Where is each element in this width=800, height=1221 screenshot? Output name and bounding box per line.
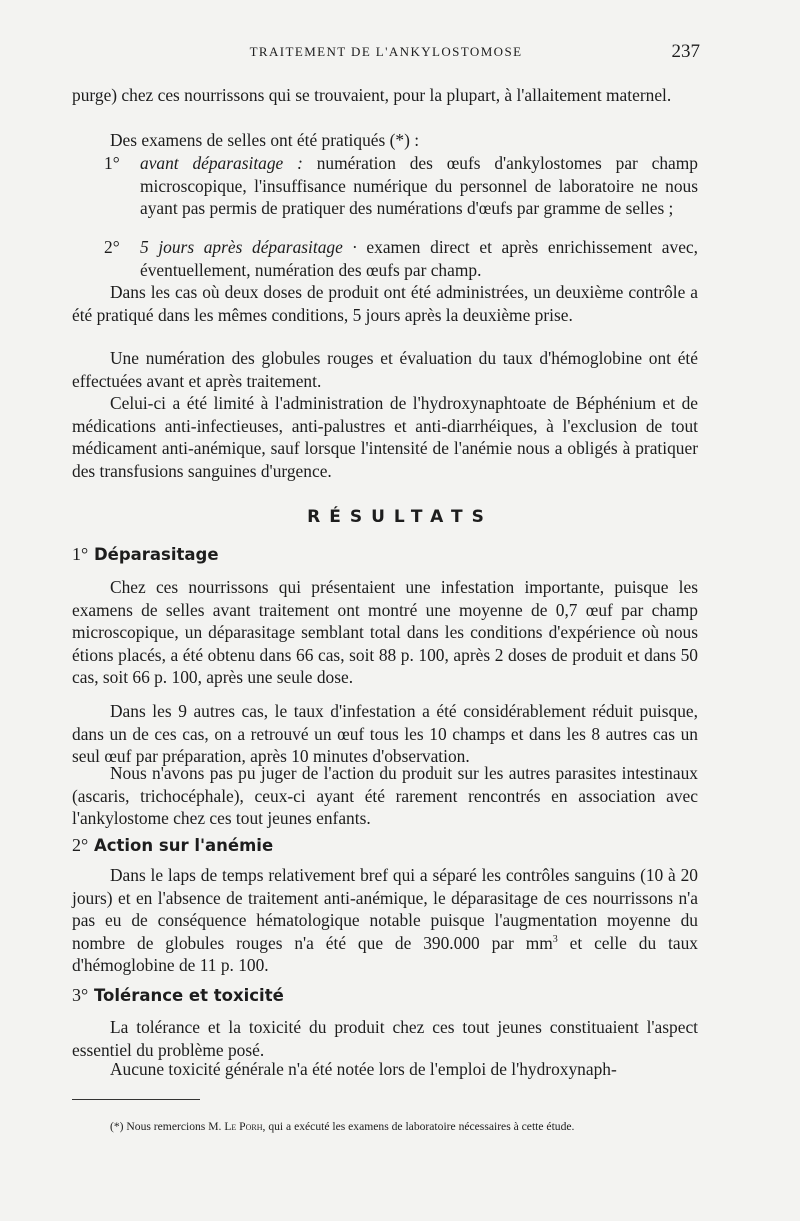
paragraph-continuation: purge) chez ces nourrissons qui se trouvaient, pour la plupart, à l'allaitement maternel. bbox=[72, 85, 672, 105]
subsection-heading-anemia bbox=[72, 835, 273, 856]
subsection-title: Déparasitage bbox=[93, 545, 219, 564]
paragraph-anemia-text: Dans le laps de temps relativement bref qui a séparé les contrôles sanguins (10 à 20 jours) et en l'absence de traitement anti-anémique, le déparasitage de ces nourrissons n'a pas eu de conséquence hématologique notable puisque l'augmentation moyenne du nombre de globules rouges n'a été que de 390.000 par mm bbox=[72, 865, 698, 953]
list-item-text: numération des œufs d'ankylostomes par champ microscopique, l'insuffisance numérique du personnel de laboratoire ne nous ayant pas permis de pratiquer des numérations d'œufs par gramme de selles ; bbox=[140, 153, 698, 218]
subsection-heading-tolerance bbox=[72, 985, 284, 1006]
list-item bbox=[104, 152, 698, 220]
footnote-text: (*) Nous remercions M. bbox=[110, 1119, 225, 1133]
footnote-text-end: , qui a exécuté les examens de laboratoire nécessaires à cette étude. bbox=[262, 1119, 575, 1133]
footnote-name: Le Porh bbox=[224, 1119, 263, 1133]
list-item-text: examen direct et après enrichissement avec, éventuellement, numération des œufs par champ. bbox=[140, 237, 699, 280]
page-number: 237 bbox=[671, 41, 700, 62]
paragraph-deparasitage-1: Chez ces nourrissons qui présentaient une infestation importante, puisque les examens de selles avant traitement ont montré une moyenne de 0,7 œuf par champ microscopique, un déparasitage semblant total dans les conditions d'expérience où nous étions placés, a été obtenu dans 66 cas, soit 88 p. 100, après 2 doses de produit et dans 50 cas, soit 66 p. 100, après une seule dose. bbox=[72, 577, 698, 687]
paragraph-deparasitage-2: Dans les 9 autres cas, le taux d'infestation a été considérablement réduit puisque, dans un de ces cas, on a retrouvé un œuf tous les 10 champs et dans les 8 autres cas un seul œuf par préparation, après 10 minutes d'observation. bbox=[72, 701, 698, 766]
subsection-number: 2° bbox=[72, 835, 89, 855]
paragraph-tolerance-2: Aucune toxicité générale n'a été notée lors de l'emploi de l'hydroxynaph- bbox=[110, 1059, 617, 1079]
running-head: TRAITEMENT DE L'ANKYLOSTOMOSE bbox=[249, 44, 523, 59]
subsection-number: 1° bbox=[72, 544, 89, 564]
footnote-rule bbox=[72, 1099, 200, 1100]
paragraph-anemia bbox=[72, 864, 698, 977]
list-item-label: avant déparasitage : bbox=[140, 153, 303, 173]
subsection-heading-deparasitage bbox=[72, 544, 219, 565]
paragraph-second-dose: Dans les cas où deux doses de produit ont été administrées, un deuxième contrôle a été pratiqué dans les mêmes conditions, 5 jours après la deuxième prise. bbox=[72, 282, 698, 325]
list-item bbox=[104, 236, 699, 281]
paragraph-treatment: Celui-ci a été limité à l'administration de l'hydroxynaphtoate de Béphénium et de médications anti-infectieuses, anti-palustres et anti-diarrhéiques, à l'exclusion de tout médicament anti-anémique, sauf lorsque l'intensité de l'anémie nous a obligés à pratiquer des transfusions sanguines d'urgence. bbox=[72, 393, 698, 481]
list-item-body bbox=[110, 236, 698, 281]
subsection-title: Action sur l'anémie bbox=[93, 836, 274, 855]
paragraph-exams: Des examens de selles ont été pratiqués (*) : bbox=[110, 130, 420, 150]
superscript: 3 bbox=[552, 933, 558, 945]
subsection-title: Tolérance et toxicité bbox=[93, 986, 284, 1005]
list-item-body bbox=[110, 152, 698, 220]
paragraph-deparasitage-3: Nous n'avons pas pu juger de l'action du produit sur les autres parasites intestinaux (ascaris, trichocéphale), ceux-ci ayant été rarement rencontrés en association avec l'ankylostome chez ces tout jeunes enfants. bbox=[72, 763, 698, 828]
paragraph-anemia-text-end: et celle du taux d'hémoglobine de 11 p. 100. bbox=[72, 932, 698, 975]
paragraph-tolerance-1: La tolérance et la toxicité du produit chez ces tout jeunes constituaient l'aspect essentiel du problème posé. bbox=[72, 1017, 698, 1060]
subsection-number: 3° bbox=[72, 985, 89, 1005]
section-heading-results: RÉSULTATS bbox=[307, 507, 493, 527]
footnote bbox=[72, 1118, 698, 1135]
paragraph-blood-count: Une numération des globules rouges et évaluation du taux d'hémoglobine ont été effectuées avant et après traitement. bbox=[72, 348, 698, 391]
list-item-label: 5 jours après déparasitage · bbox=[140, 237, 357, 257]
list-item-number: 1° bbox=[104, 153, 120, 173]
list-item-number: 2° bbox=[104, 237, 120, 257]
